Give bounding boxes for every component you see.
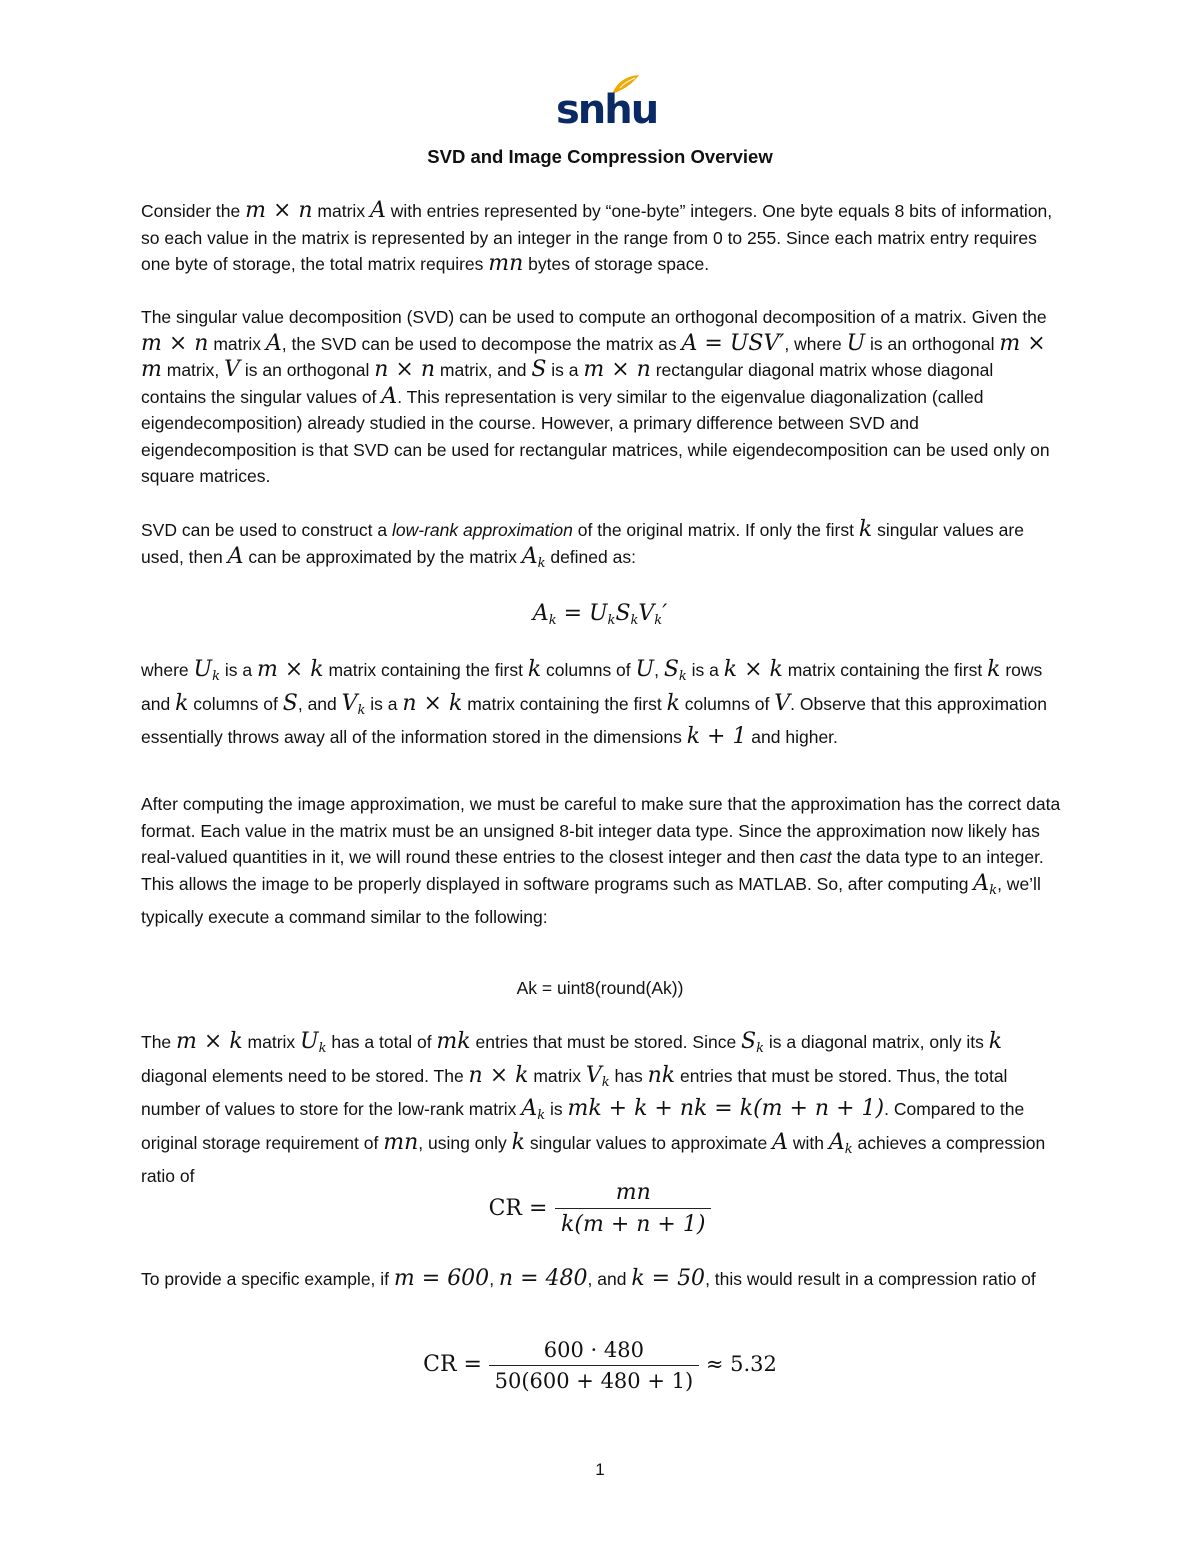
paragraph-data-format: After computing the image approximation, we must be careful to make sure that the approximation has the correct data format. Each value in the matrix must be an unsigned 8-bit integer data type. Since the approximation now likely has real-valued quantities in it, we will round these entries to the closest integer and then cast the data type to an integer. This allows the image to be properly displayed in software programs such as MATLAB. So, after computing $A_k$, we’ll typically execute a command similar to the following:	[141, 794, 1061, 927]
paragraph-example: To provide a specific example, if m = 600, n = 480, and k = 50, this would result in a compression ratio of	[141, 1266, 1036, 1291]
paragraph-low-rank: SVD can be used to construct a low-rank approximation of the original matrix. If only the first k singular values are used, then A can be approximated by the matrix $A_k$ defined as:	[141, 517, 1024, 571]
paragraph-storage: Consider the m × n matrix A with entries represented by “one-byte” integers. One byte equals 8 bits of information, so each value in the matrix is represented by an integer in the range from 0 to 255. Since each matrix entry requires one byte of storage, the total matrix requires mn bytes of storage space.	[141, 198, 1053, 276]
equation-compression-example: CR = $\frac{600 \cdot 480}{50(600 + 480 + 1)}$ ≈ 5.32	[423, 1338, 777, 1393]
page-title: SVD and Image Compression Overview	[427, 146, 773, 167]
paragraph-storage-count: The m × k matrix $U_k$ has a total of mk entries that must be stored. Since $S_k$ is a diagonal matrix, only its k diagonal elements need to be stored. The n × k matrix $V_k$ has nk entries that must be stored. Thus, the total number of values to store for the low-rank matrix $A_k$ is mk + k + nk = k(m + n + 1). Compared to the original storage requirement of mn, using only k singular values to approximate A with $A_k$ achieves a compression ratio of	[141, 1029, 1046, 1186]
page-number: 1	[595, 1460, 605, 1479]
logo-text: snhu	[556, 87, 658, 133]
paragraph-factor-dimensions: where $U_k$ is a m × k matrix containing the first k columns of U, $S_k$ is a k × k matrix containing the first k rows and k columns of S, and $V_k$ is a n × k matrix containing the first k columns of V. Observe that this approximation essentially throws away all of the information stored in the dimensions k + 1 and higher.	[141, 657, 1047, 749]
code-line: Ak = uint8(round(Ak))	[516, 978, 684, 998]
paragraph-svd-definition: The singular value decomposition (SVD) can be used to compute an orthogonal decomposition of a matrix. Given the m × n matrix A, the SVD can be used to decompose the matrix as A = USV′, where U is an orthogonal m × m matrix, V is an orthogonal n × n matrix, and S is a m × n rectangular diagonal matrix whose diagonal contains the singular values of A. This representation is very similar to the eigenvalue diagonalization (called eigendecomposition) already studied in the course. However, a primary difference between SVD and eigendecomposition is that SVD can be used for rectangular matrices, while eigendecomposition can be used only on square matrices.	[141, 307, 1050, 486]
equation-compression-ratio: CR = $\frac{mn}{k(m + n + 1)}$	[0, 1180, 1200, 1237]
fraction: $\frac{600 \cdot 480}{50(600 + 480 + 1)}$	[489, 1338, 700, 1393]
fraction: $\frac{mn}{k(m + n + 1)}$	[555, 1180, 711, 1237]
equation-low-rank: $A_k = U_kS_kV_k'$	[532, 601, 668, 628]
snhu-logo	[556, 74, 658, 134]
